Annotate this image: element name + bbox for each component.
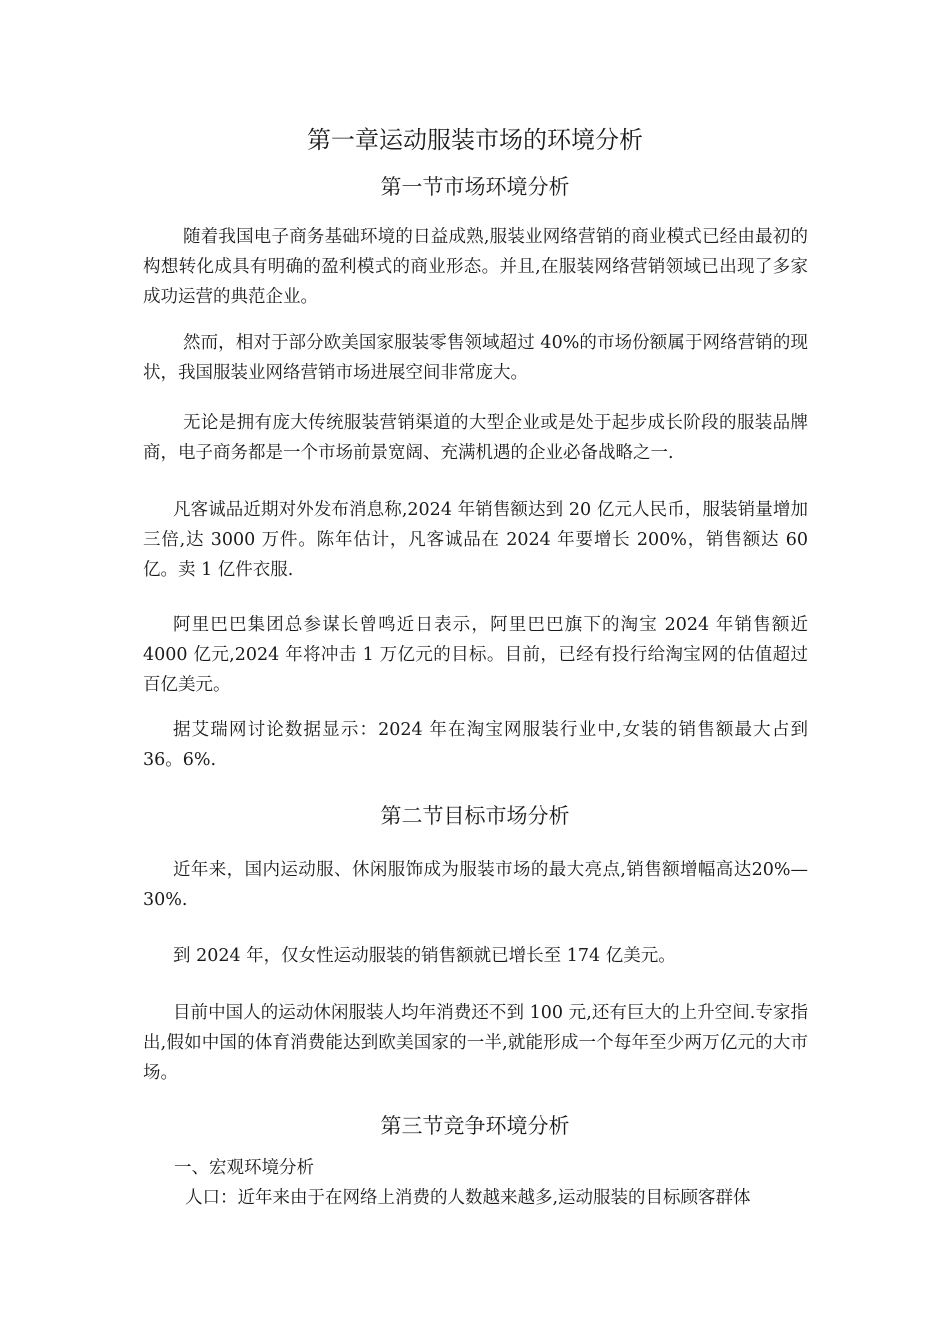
subheading: 一、宏观环境分析 (174, 1158, 314, 1178)
paragraph: 然而，相对于部分欧美国家服装零售领域超过 40%的市场份额属于网络营销的现状，我国服装业网络营销市场进展空间非常庞大。 (143, 333, 808, 383)
paragraph: 随着我国电子商务基础环境的日益成熟,服装业网络营销的商业模式已经由最初的构想转化成具有明确的盈利模式的商业形态。并且,在服装网络营销领域已出现了多家成功运营的典范企业。 (143, 227, 808, 307)
paragraph: 到 2024 年，仅女性运动服装的销售额就已增长至 174 亿美元。 (173, 946, 676, 966)
paragraph: 凡客诚品近期对外发布消息称,2024 年销售额达到 20 亿元人民币，服装销量增加三倍,达 3000 万件。陈年估计，凡客诚品在 2024 年要增长 200%，销售额达 60 亿。卖 1 亿件衣服. (143, 500, 808, 580)
section-title-1: 第一节市场环境分析 (380, 175, 570, 199)
section-title-3: 第三节竞争环境分析 (380, 1114, 570, 1138)
paragraph: 阿里巴巴集团总参谋长曾鸣近日表示，阿里巴巴旗下的淘宝 2024 年销售额近 4000 亿元,2024 年将冲击 1 万亿元的目标。目前，已经有投行给淘宝网的估值超过百亿美元。 (143, 615, 808, 695)
paragraph: 人口：近年来由于在网络上消费的人数越来越多,运动服装的目标顾客群体 (185, 1188, 751, 1208)
paragraph: 无论是拥有庞大传统服装营销渠道的大型企业或是处于起步成长阶段的服装品牌商，电子商务都是一个市场前景宽阔、充满机遇的企业必备战略之一. (143, 413, 808, 463)
paragraph: 近年来，国内运动服、休闲服饰成为服装市场的最大亮点,销售额增幅高达20%—30%. (143, 860, 808, 910)
section-title-2: 第二节目标市场分析 (380, 804, 570, 828)
paragraph: 据艾瑞网讨论数据显示：2024 年在淘宝网服装行业中,女装的销售额最大占到 36。6%. (143, 720, 808, 770)
chapter-title: 第一章运动服装市场的环境分析 (307, 126, 643, 154)
paragraph: 目前中国人的运动休闲服装人均年消费还不到 100 元,还有巨大的上升空间.专家指出,假如中国的体育消费能达到欧美国家的一半,就能形成一个每年至少两万亿元的大市场。 (143, 1003, 808, 1083)
